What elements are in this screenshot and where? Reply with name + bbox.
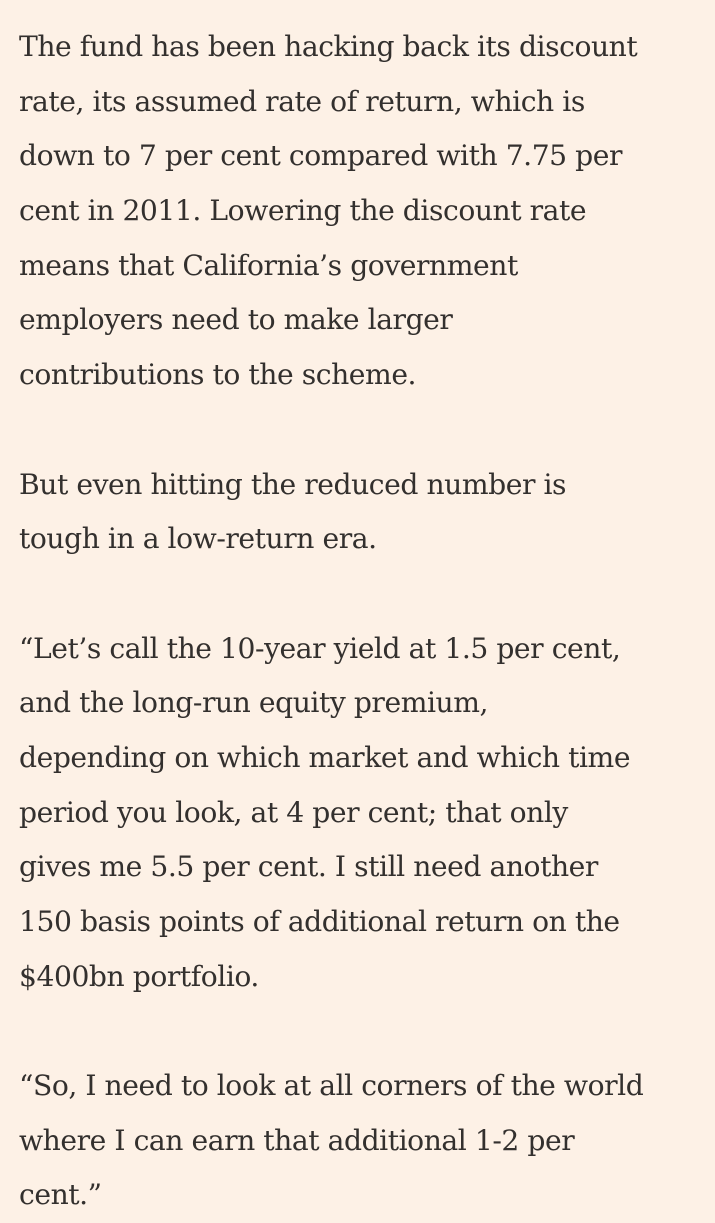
paragraph-line: “So, I need to look at all corners of the world xyxy=(19,1069,644,1103)
article-paragraph-corners-quote xyxy=(19,1059,715,1223)
paragraph-line: contributions to the scheme. xyxy=(19,358,417,392)
paragraph-line: But even hitting the reduced number is xyxy=(19,467,567,501)
paragraph-line: “Let’s call the 10-year yield at 1.5 per cent, xyxy=(19,631,621,665)
paragraph-line: The fund has been hacking back its discount xyxy=(19,30,638,63)
paragraph-line: cent in 2011. Lowering the discount rate xyxy=(19,194,587,228)
paragraph-line: 150 basis points of additional return on the xyxy=(19,905,620,938)
article-paragraph-discount-rate xyxy=(19,20,715,403)
paragraph-line: and the long-run equity premium, xyxy=(19,686,489,720)
paragraph-line: means that California’s government xyxy=(19,248,518,282)
paragraph-line: $400bn portfolio. xyxy=(19,959,259,993)
paragraph-line: cent.” xyxy=(19,1178,102,1212)
article-paragraph-yield-quote xyxy=(19,622,715,1005)
paragraph-line: down to 7 per cent compared with 7.75 per xyxy=(19,139,623,173)
paragraph-line: tough in a low-return era. xyxy=(19,522,377,556)
paragraph-line: employers need to make larger xyxy=(19,303,453,337)
paragraph-line: gives me 5.5 per cent. I still need another xyxy=(19,850,598,884)
article-paragraph-low-return-era xyxy=(19,458,715,567)
paragraph-line: depending on which market and which time xyxy=(19,740,631,774)
paragraph-line: where I can earn that additional 1-2 per xyxy=(19,1123,575,1157)
paragraph-line: period you look, at 4 per cent; that only xyxy=(19,795,568,829)
paragraph-line: rate, its assumed rate of return, which is xyxy=(19,84,585,118)
